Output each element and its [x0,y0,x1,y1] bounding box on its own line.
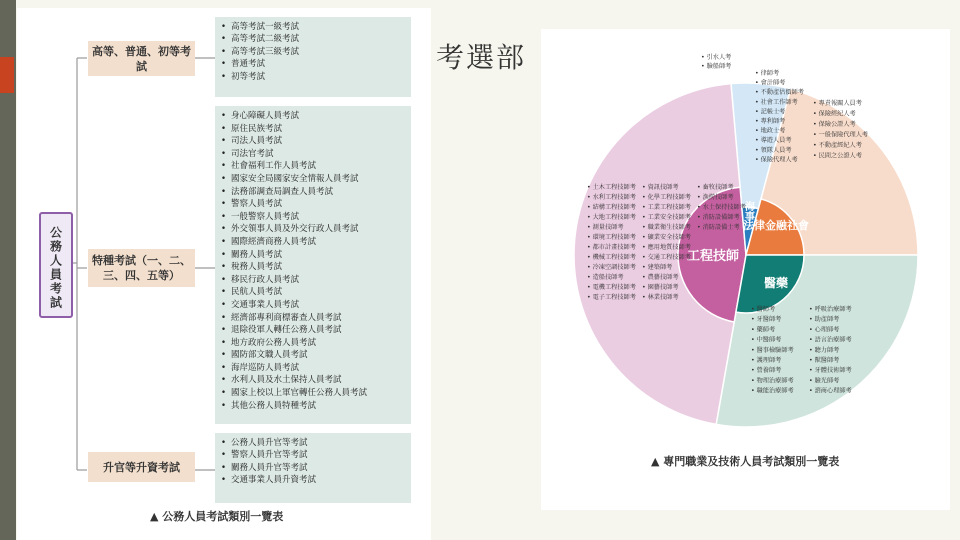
exam-item: • 職能治療師考 [751,387,794,395]
exam-item: • 原住民族考試 [231,123,405,136]
exam-item: • 中醫師考 [751,336,782,344]
exam-item: • 物理治療師考 [751,377,794,385]
slide-accent-bar [0,57,14,93]
exam-item: • 電子工程技師考 [587,294,636,301]
exam-item: • 大地工程技師考 [587,214,636,221]
exam-item: • 警察人員考試 [231,198,405,211]
exam-item: • 測量技師考 [587,224,624,231]
exam-item: • 諮商心理師考 [809,387,852,395]
exam-item: • 聽力師考 [809,346,840,354]
exam-item: • 助產師考 [809,316,840,324]
exam-item: • 外交領事人員及外交行政人員考試 [231,223,405,236]
exam-item: • 專責報關人員考 [813,100,862,107]
exam-item: • 關務人員考試 [231,249,405,262]
exam-item: • 造船技師考 [587,274,624,281]
exam-item: • 資訊技師考 [642,184,679,191]
exam-item: • 電機工程技師考 [587,284,636,291]
professional-exam-diagram [541,29,950,510]
exam-item: • 經濟部專利商標審查人員考試 [231,312,405,325]
exam-item: • 牙醫師考 [751,316,782,324]
exam-item: • 移民行政人員考試 [231,274,405,287]
exam-item: • 國家安全局國家安全情報人員考試 [231,173,405,186]
exam-item: • 工業安全技師考 [642,214,691,221]
exam-item: • 保險經紀人考 [813,110,856,118]
exam-item: • 記帳士考 [755,108,786,116]
exam-item: • 牙體技術師考 [809,367,852,375]
exam-item: • 專利師考 [755,118,786,125]
exam-item: • 引水人考 [701,54,732,61]
exam-item: • 社會福利工作人員考試 [231,160,405,173]
exam-item: • 高等考試三級考試 [231,46,405,58]
left-caption: ▲ 公務人員考試類別一覽表 [150,510,284,523]
exam-item: • 水利工程技師考 [587,194,636,201]
root-node [39,212,73,318]
category-special-exams [88,249,195,287]
exam-item: • 驗船師考 [701,63,732,70]
exam-item: • 建築師考 [642,264,673,271]
exam-item: • 律師考 [755,70,780,77]
exam-item: • 社會工作師考 [755,98,798,106]
exam-item: • 不動產估價師考 [755,89,804,97]
exam-item: • 導遊人員考 [755,137,792,145]
exam-item: • 消防設備士考 [697,224,740,231]
exam-item: • 其他公務人員特種考試 [231,400,405,413]
exam-item: • 交通事業人員升資考試 [231,474,405,486]
exam-item: • 不動產經紀人考 [813,142,862,149]
exam-item: • 海岸巡防人員考試 [231,362,405,375]
exam-item: • 保險公證人考 [813,121,856,128]
exam-item: • 地政士考 [755,127,786,135]
exam-item: • 林業技師考 [642,294,679,301]
exam-item: • 醫師考 [751,306,776,313]
exam-item: • 機械工程技師考 [587,254,636,261]
exam-item: • 地方政府公務人員考試 [231,337,405,350]
exam-item: • 獸醫師考 [809,357,840,364]
exam-item: • 公務人員升官等考試 [231,437,405,449]
exam-item: • 交通事業人員考試 [231,299,405,312]
category-label: 高等、普通、初等考試 [92,44,191,73]
exam-item: • 應用地質技師考 [642,244,691,251]
exam-item: • 民間之公證人考 [813,152,862,160]
exam-item: • 一般保險代理人考 [813,131,869,139]
center-label-medical: 醫藥 [763,276,789,290]
exam-item: • 營養師考 [751,367,782,375]
category-label: 特種考試（一、二、三、四、五等） [92,254,191,282]
exam-item: • 法務部調查局調查人員考試 [231,186,405,199]
exam-item: • 都市計畫技師考 [587,244,636,251]
exam-item: • 一般警察人員考試 [231,211,405,224]
exam-item: • 普通考試 [231,58,405,70]
exam-item: • 呼吸治療師考 [809,306,852,313]
exam-item: • 水土保持技師考 [697,204,746,211]
exam-item: • 領隊人員考 [755,146,792,154]
exam-item: • 稅務人員考試 [231,261,405,274]
exam-item: • 礦業安全技師考 [642,234,691,241]
exam-item: • 高等考試一級考試 [231,21,405,33]
category-promotion-exams [88,452,195,482]
exam-item: • 驗光師考 [809,377,840,385]
exam-item: • 漁撈技師考 [697,194,734,201]
center-label-maritime: 海事 [742,201,754,221]
exam-item: • 關務人員升官等考試 [231,462,405,474]
center-label-engineering: 工程技師 [686,249,740,264]
exam-item: • 退除役軍人轉任公務人員考試 [231,324,405,337]
exam-item: • 語言治療師考 [809,336,852,344]
exam-item: • 司法人員考試 [231,135,405,148]
exam-item: • 保險代理人考 [755,156,798,164]
exam-item: • 民航人員考試 [231,286,405,299]
exam-item: • 國防部文職人員考試 [231,349,405,362]
exam-item: • 環境工程技師考 [587,234,636,241]
exam-item: • 心理師考 [809,326,840,334]
exam-item: • 土木工程技師考 [587,184,636,191]
exam-item: • 冷凍空調技師考 [587,264,636,271]
exam-item: • 消防設備師考 [697,214,740,221]
exam-item: • 化學工程技師考 [642,194,691,201]
exam-item: • 職業衛生技師考 [642,224,691,231]
exam-item: • 警察人員升官等考試 [231,449,405,461]
right-caption: ▲ 專門職業及技術人員考試類別一覽表 [651,455,840,468]
group-promotion-exams [215,433,411,503]
exam-item: • 高等考試二級考試 [231,33,405,45]
exam-item: • 工業工程技師考 [642,204,691,211]
slide-title: 考選部 [436,41,527,74]
exam-item: • 結構工程技師考 [587,204,636,211]
exam-item: • 國際經濟商務人員考試 [231,236,405,249]
exam-item: • 國家上校以上軍官轉任公務人員考試 [231,387,405,400]
exam-item: • 會計師考 [755,79,786,87]
exam-item: • 藥師考 [751,326,776,334]
exam-item: • 農藝技師考 [642,274,679,281]
exam-item: • 初等考試 [231,71,405,83]
exam-item: • 醫事檢驗師考 [751,346,794,354]
exam-item: • 水利人員及水土保持人員考試 [231,374,405,387]
group-higher-exams [215,17,411,97]
root-label: 公務人員考試 [48,226,63,310]
exam-item: • 護理師考 [751,357,782,364]
exam-item: • 園藝技師考 [642,284,679,291]
group-special-exams [215,106,411,424]
sunburst-chart [541,29,950,510]
category-label: 升官等升資考試 [103,460,180,474]
exam-item: • 身心障礙人員考試 [231,110,405,123]
exam-item: • 司法官考試 [231,148,405,161]
category-higher-exams [88,41,195,76]
exam-item: • 畜牧技師考 [697,184,734,191]
center-label-law: 法律金融社會 [743,219,809,232]
exam-item: • 交通工程技師考 [642,254,691,261]
